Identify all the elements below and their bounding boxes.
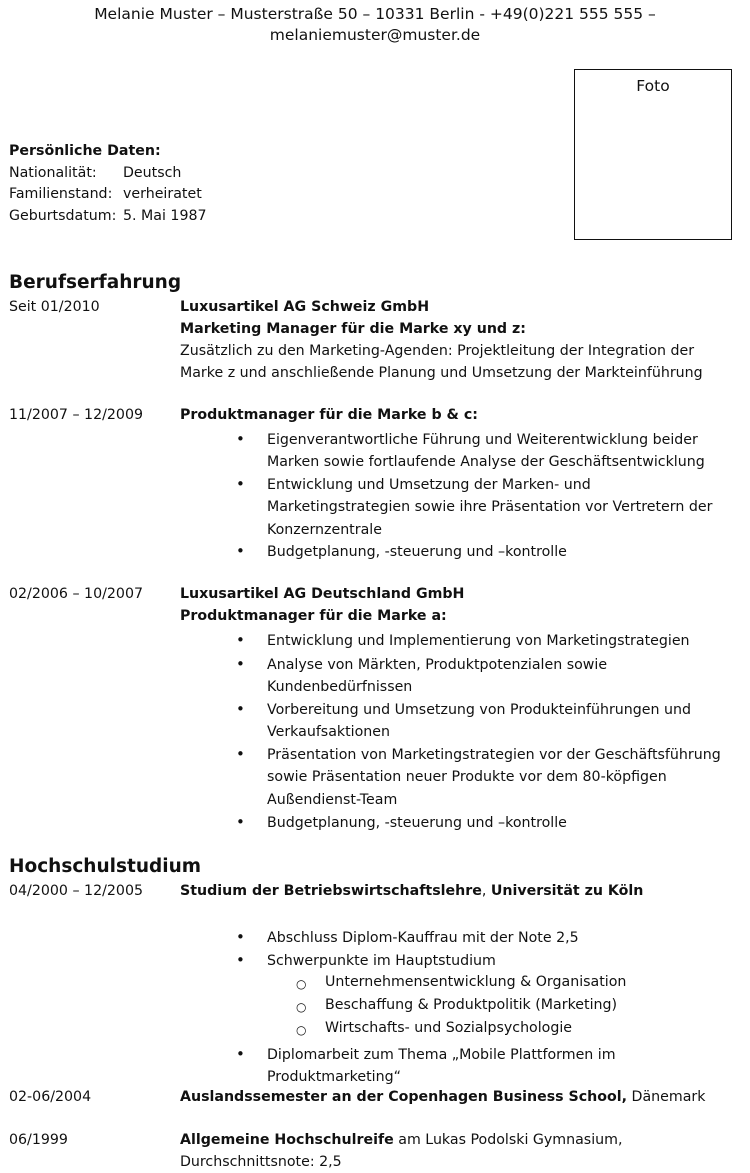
entry-date: 11/2007 – 12/2009 (9, 407, 143, 423)
entry-description: Zusätzlich zu den Marketing-Agenden: Projektleitung der Integration der (180, 343, 695, 359)
list-item (267, 1044, 742, 1089)
bullet-icon: • (236, 655, 245, 673)
experience-heading: Berufserfahrung (9, 272, 182, 293)
list-item-line: Entwicklung und Implementierung von Marketingstrategien (267, 633, 690, 649)
birthdate-value: 5. Mai 1987 (123, 208, 207, 224)
abroad-school: Auslandssemester an der Copenhagen Business School, (180, 1089, 628, 1105)
list-item-line: Kundenbedürfnissen (267, 679, 413, 696)
school-date: 06/1999 (9, 1132, 68, 1148)
list-item-line: Produktmarketing“ (267, 1069, 401, 1086)
entry-company: Luxusartikel AG Schweiz GmbH (180, 299, 430, 315)
nationality-value: Deutsch (123, 165, 182, 181)
entry-date: Seit 01/2010 (9, 299, 100, 315)
bullet-icon: • (236, 928, 245, 946)
study-title (180, 883, 643, 899)
list-item-line: Außendienst-Team (267, 791, 398, 808)
sub-list-item: Unternehmensentwicklung & Organisation (325, 974, 627, 990)
personal-row-marital-status (9, 186, 202, 202)
personal-row-nationality (9, 165, 182, 181)
list-item-line: Vorbereitung und Umsetzung von Produkteinführungen und (267, 702, 691, 718)
study-university: Universität zu Köln (490, 883, 644, 899)
list-item (267, 474, 742, 541)
sub-bullet-icon: ○ (296, 1023, 307, 1037)
bullet-icon: • (236, 542, 245, 560)
list-item-line: Budgetplanung, -steuerung und –kontrolle (267, 544, 567, 560)
bullet-icon: • (236, 475, 245, 493)
list-item-line: Marken sowie fortlaufende Analyse der Geschäftsentwicklung (267, 454, 705, 471)
entry-role: Produktmanager für die Marke b & c: (180, 407, 478, 423)
bullet-icon: • (236, 813, 245, 831)
list-item (267, 429, 742, 474)
abroad-title (180, 1089, 705, 1105)
list-item-line: Entwicklung und Umsetzung der Marken- und (267, 477, 591, 493)
entry-role: Produktmanager für die Marke a: (180, 608, 447, 624)
contact-line-2: melaniemuster@muster.de (269, 26, 481, 44)
school-grade: Durchschnittsnote: 2,5 (180, 1154, 342, 1170)
entry-description: Marke z und anschließende Planung und Umsetzung der Markteinführung (180, 365, 703, 381)
birthdate-label: Geburtsdatum: (9, 208, 117, 224)
entry-date: 02/2006 – 10/2007 (9, 586, 143, 602)
marital-status-label: Familienstand: (9, 186, 113, 202)
sub-list-item: Wirtschafts- und Sozialpsychologie (325, 1020, 573, 1036)
list-item-line: Analyse von Märkten, Produktpotenzialen sowie (267, 657, 608, 673)
nationality-label: Nationalität: (9, 165, 97, 181)
school-name: am Lukas Podolski Gymnasium, (393, 1132, 623, 1148)
bullet-icon: • (236, 700, 245, 718)
bullet-icon: • (236, 430, 245, 448)
list-item-line: Marketingstrategien sowie ihre Präsentation vor Vertretern der (267, 499, 713, 516)
sub-list-item: Beschaffung & Produktpolitik (Marketing) (325, 997, 618, 1013)
school-degree: Allgemeine Hochschulreife (180, 1132, 394, 1148)
list-item-line: Schwerpunkte im Hauptstudium (267, 953, 496, 969)
bullet-icon: • (236, 1045, 245, 1063)
list-item-line: Verkaufsaktionen (267, 724, 391, 741)
list-item (267, 541, 742, 563)
abroad-date: 02-06/2004 (9, 1089, 92, 1105)
entry-role: Marketing Manager für die Marke xy und z: (180, 321, 526, 337)
list-item (267, 654, 742, 699)
sub-bullet-icon: ○ (296, 1000, 307, 1014)
list-item (267, 950, 742, 972)
list-item-line: Konzernzentrale (267, 521, 382, 538)
list-item-line: Eigenverantwortliche Führung und Weiterentwicklung beider (267, 432, 698, 448)
study-date: 04/2000 – 12/2005 (9, 883, 143, 899)
list-item-line: sowie Präsentation neuer Produkte vor dem 80-köpfigen (267, 769, 667, 786)
study-separator: , (481, 883, 491, 899)
school-title (180, 1132, 622, 1148)
bullet-icon: • (236, 951, 245, 969)
entry-company: Luxusartikel AG Deutschland GmbH (180, 586, 465, 602)
list-item (267, 699, 742, 744)
study-degree: Studium der Betriebswirtschaftslehre (180, 883, 482, 899)
contact-line-1: Melanie Muster – Musterstraße 50 – 10331 Berlin - +49(0)221 555 555 – (94, 5, 656, 23)
list-item-line: Diplomarbeit zum Thema „Mobile Plattformen im (267, 1047, 616, 1063)
bullet-icon: • (236, 631, 245, 649)
abroad-country: Dänemark (627, 1089, 706, 1105)
list-item-line: Abschluss Diplom-Kauffrau mit der Note 2,5 (267, 930, 579, 946)
marital-status-value: verheiratet (123, 186, 202, 202)
personal-data-heading: Persönliche Daten: (9, 143, 161, 159)
photo-label: Foto (636, 77, 670, 95)
list-item (267, 812, 742, 834)
list-item (267, 744, 742, 811)
photo-placeholder (574, 69, 732, 240)
list-item-line: Budgetplanung, -steuerung und –kontrolle (267, 815, 567, 831)
sub-bullet-icon: ○ (296, 977, 307, 991)
list-item (267, 927, 742, 949)
list-item (267, 630, 742, 652)
education-heading: Hochschulstudium (9, 856, 202, 877)
list-item-line: Präsentation von Marketingstrategien vor der Geschäftsführung (267, 747, 721, 763)
personal-row-birthdate (9, 208, 207, 224)
bullet-icon: • (236, 745, 245, 763)
